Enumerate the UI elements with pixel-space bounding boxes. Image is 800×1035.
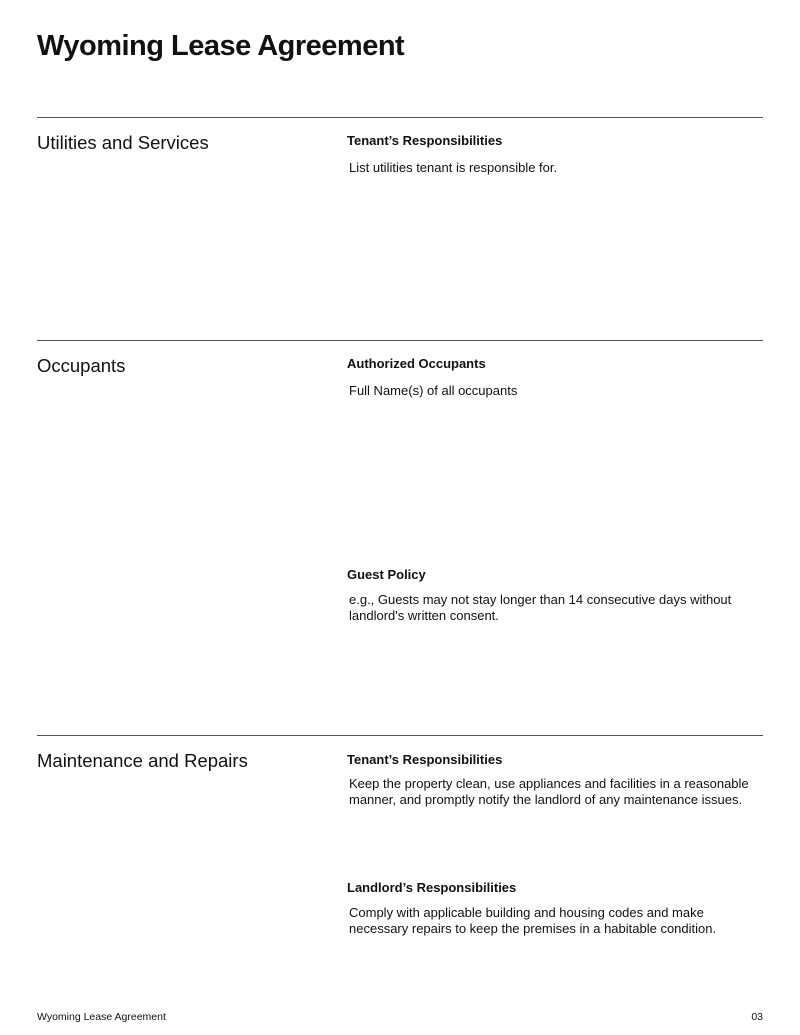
- divider: [37, 735, 763, 736]
- field-label: Tenant’s Responsibilities: [347, 752, 503, 767]
- field-value[interactable]: Keep the property clean, use appliances and facilities in a reasonable manner, and promptly notify the landlord of any maintenance issues.: [349, 776, 749, 807]
- divider: [37, 340, 763, 341]
- field-label: Authorized Occupants: [347, 356, 486, 371]
- field-label: Guest Policy: [347, 567, 426, 582]
- field-value[interactable]: Full Name(s) of all occupants: [349, 383, 518, 398]
- field-value[interactable]: List utilities tenant is responsible for.: [349, 160, 558, 175]
- page-number: 03: [751, 1011, 763, 1023]
- footer-title: Wyoming Lease Agreement: [37, 1011, 166, 1023]
- field-value[interactable]: e.g., Guests may not stay longer than 14 consecutive days without landlord's written consent.: [349, 592, 732, 623]
- page-title: Wyoming Lease Agreement: [37, 30, 405, 62]
- field-value[interactable]: Comply with applicable building and housing codes and make necessary repairs to keep the premises in a habitable condition.: [349, 905, 717, 936]
- section-title: Maintenance and Repairs: [37, 750, 248, 771]
- divider: [37, 117, 763, 118]
- section-title: Occupants: [37, 355, 126, 376]
- field-label: Landlord’s Responsibilities: [347, 880, 517, 895]
- section-title: Utilities and Services: [37, 132, 209, 153]
- field-label: Tenant’s Responsibilities: [347, 133, 503, 148]
